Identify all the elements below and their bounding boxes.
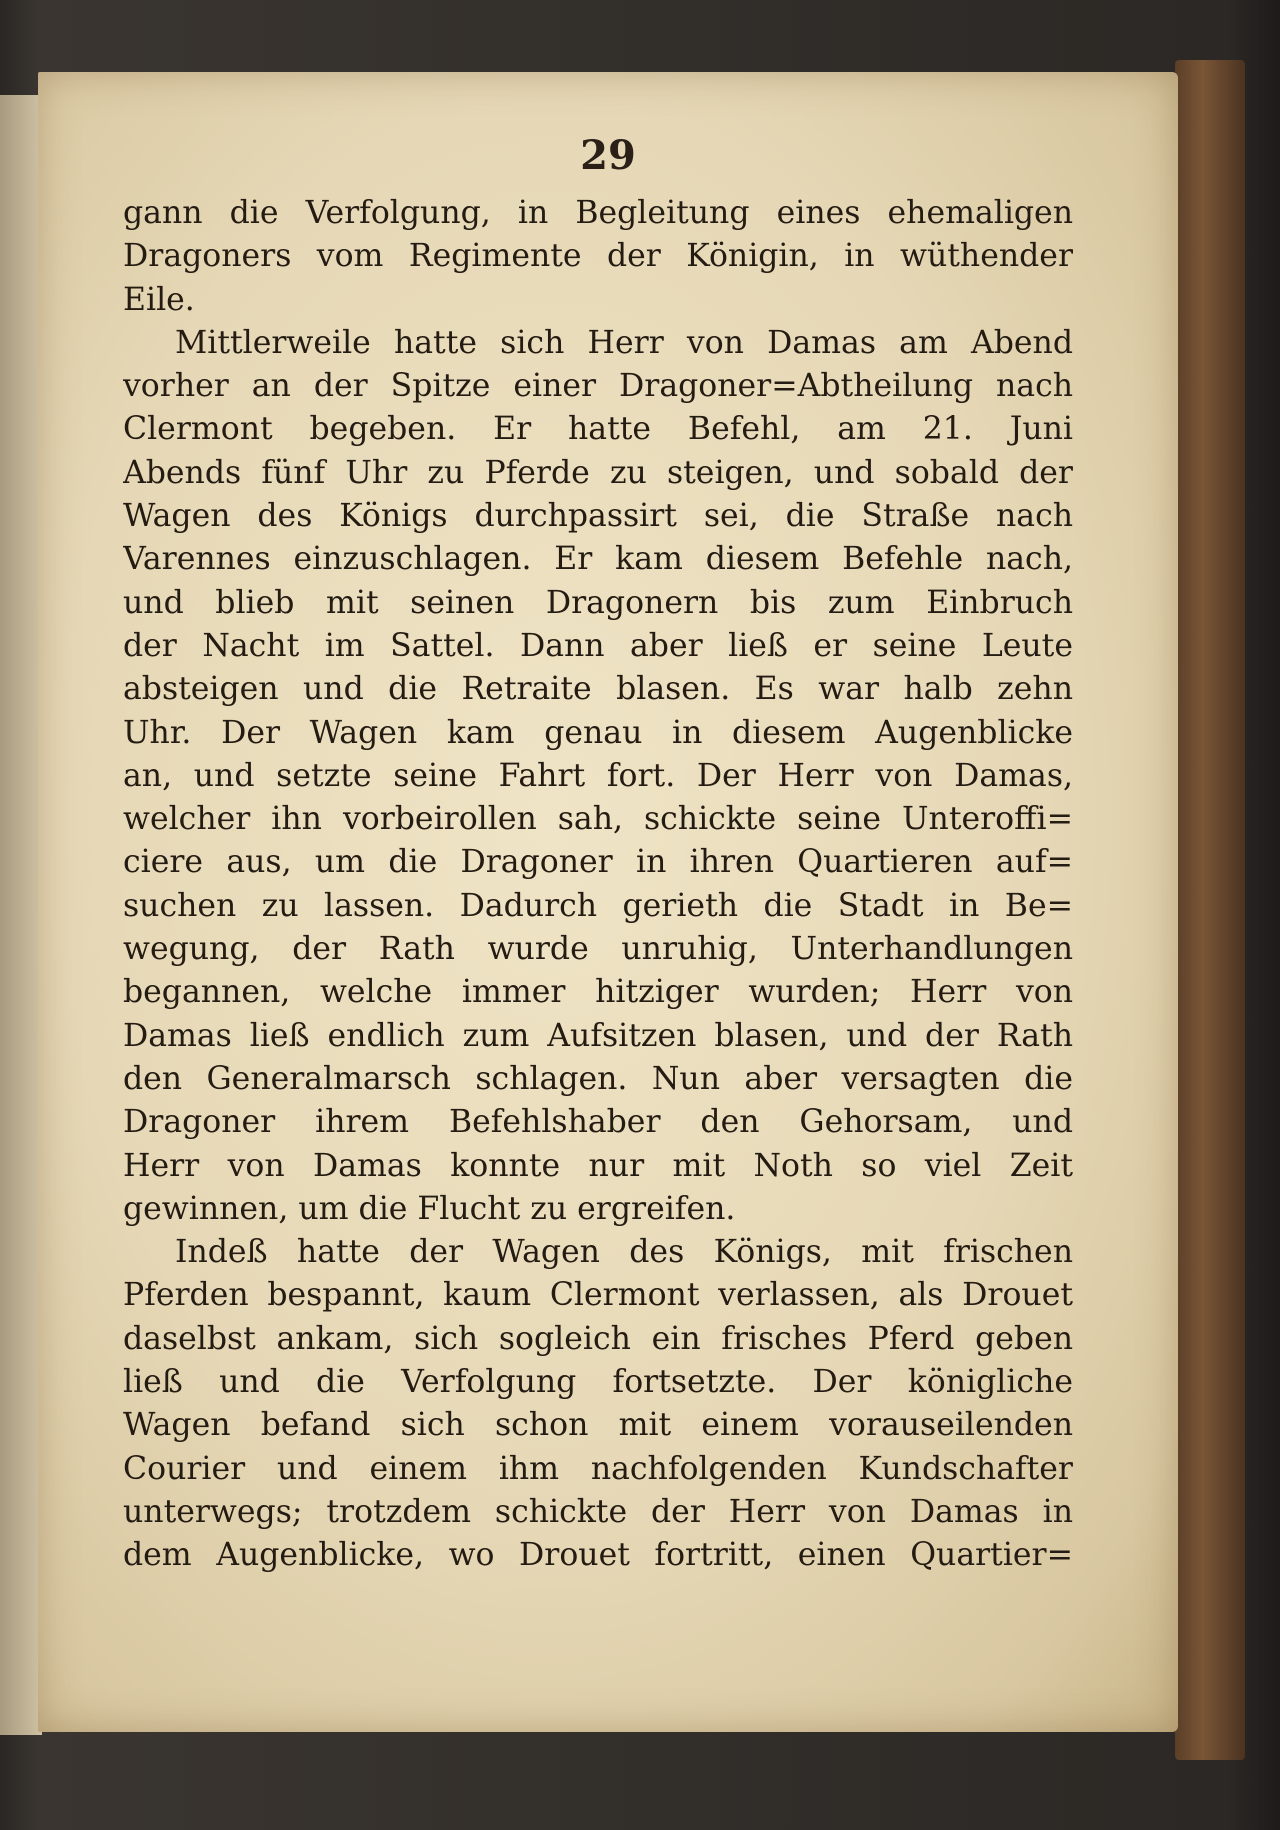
text-line: Varennes einzuschlagen. Er kam diesem Befehle nach, [123,541,1073,578]
text-line: an, und setzte seine Fahrt fort. Der Herr von Damas, [123,757,1073,794]
text-line: den Generalmarsch schlagen. Nun aber versagten die [123,1060,1073,1097]
text-line: daselbst ankam, sich sogleich ein frisches Pferd geben [123,1320,1073,1357]
text-line: welcher ihn vorbeirollen sah, schickte seine Unteroffi= [123,801,1073,838]
text-line: Abends fünf Uhr zu Pferde zu steigen, und sobald der [123,454,1073,491]
text-line: Mittlerweile hatte sich Herr von Damas am Abend [175,324,1073,361]
text-line: absteigen und die Retraite blasen. Es war halb zehn [123,671,1073,708]
text-line: Dragoners vom Regimente der Königin, in wüthender [123,238,1073,275]
text-line: Wagen des Königs durchpassirt sei, die Straße nach [123,498,1073,535]
text-line: Eile. [123,281,195,318]
page-number: 29 [580,132,636,179]
text-line: wegung, der Rath wurde unruhig, Unterhandlungen [123,931,1073,968]
book-cover-edge [1175,60,1245,1760]
text-line: Wagen befand sich schon mit einem vorauseilenden [123,1407,1073,1444]
page-body-text [123,192,1073,1578]
text-line: der Nacht im Sattel. Dann aber ließ er seine Leute [123,627,1073,664]
text-line: Indeß hatte der Wagen des Königs, mit frischen [175,1234,1073,1271]
text-line: Dragoner ihrem Befehlshaber den Gehorsam, und [123,1104,1073,1141]
book-page [38,72,1178,1732]
text-line: unterwegs; trotzdem schickte der Herr von Damas in [123,1493,1073,1530]
text-line: Herr von Damas konnte nur mit Noth so viel Zeit [123,1147,1073,1184]
text-line: Uhr. Der Wagen kam genau in diesem Augenblicke [123,714,1073,751]
text-line: gann die Verfolgung, in Begleitung eines ehemaligen [123,195,1073,231]
text-line: gewinnen, um die Flucht zu ergreifen. [123,1190,736,1227]
text-line: dem Augenblicke, wo Drouet fortritt, einen Quartier= [123,1537,1073,1574]
text-line: suchen zu lassen. Dadurch gerieth die Stadt in Be= [123,887,1073,924]
text-line: Clermont begeben. Er hatte Befehl, am 21. Juni [123,411,1073,448]
text-line: und blieb mit seinen Dragonern bis zum Einbruch [123,584,1073,621]
text-line: Courier und einem ihm nachfolgenden Kundschafter [123,1450,1073,1487]
text-line: Damas ließ endlich zum Aufsitzen blasen, und der Rath [123,1017,1073,1054]
text-line: vorher an der Spitze einer Dragoner=Abtheilung nach [123,368,1073,405]
text-line: ließ und die Verfolgung fortsetzte. Der königliche [123,1364,1073,1401]
text-line: ciere aus, um die Dragoner in ihren Quartieren auf= [123,844,1073,881]
text-line: begannen, welche immer hitziger wurden; Herr von [123,974,1073,1011]
previous-page-edge [0,95,42,1735]
text-line: Pferden bespannt, kaum Clermont verlassen, als Drouet [123,1277,1073,1314]
